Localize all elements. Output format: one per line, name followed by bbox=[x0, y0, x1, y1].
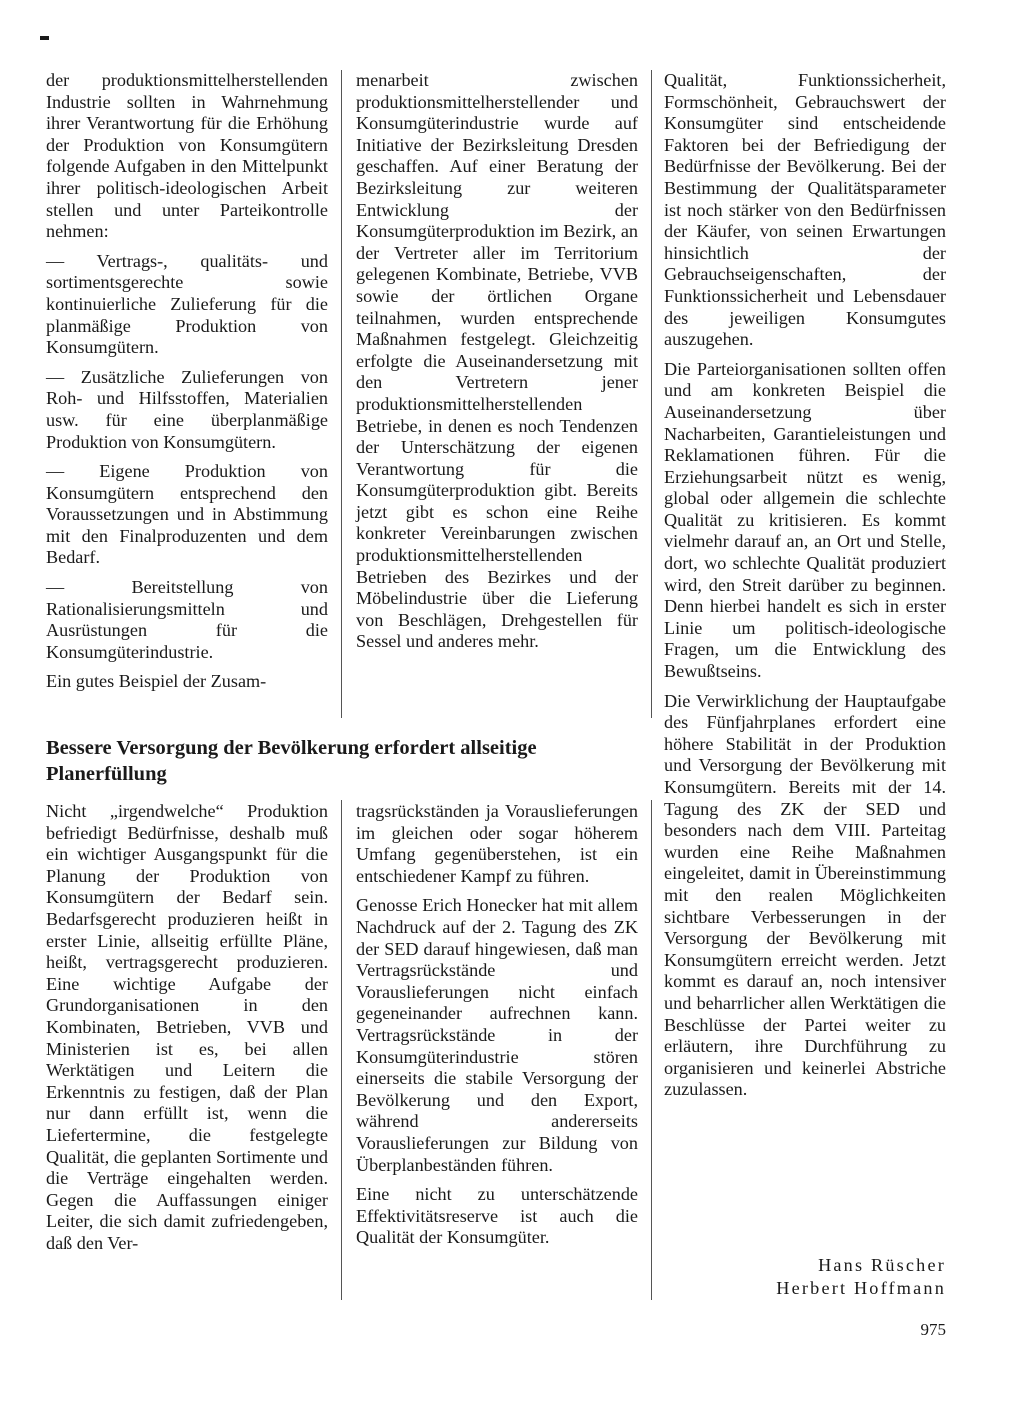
text-column-3 bbox=[664, 70, 946, 1101]
text-column-2 bbox=[356, 70, 638, 653]
author-name: Hans Rüscher bbox=[818, 1255, 946, 1275]
paragraph: der produktionsmittelherstellenden Industrie sollten in Wahrnehmung ihrer Verantwortung für die Erhöhung der Produktion von Konsumgütern folgende Aufgaben in den Mittelpunkt ihrer politisch-ideologischen Arbeit stellen und unter Parteikontrolle nehmen: bbox=[46, 70, 328, 242]
list-item: — Zusätzliche Zulieferungen von Roh- und Hilfsstoffen, Materialien usw. für eine überplanmäßige Produktion von Konsumgütern. bbox=[46, 366, 328, 452]
paragraph: Ein gutes Beispiel der Zusam- bbox=[46, 671, 267, 692]
column-divider bbox=[341, 70, 342, 718]
list-item: — Eigene Produktion von Konsumgütern entsprechend den Voraussetzungen und in Abstimmung mit den Finalproduzenten und dem Bedarf. bbox=[46, 461, 328, 568]
page-number: 975 bbox=[920, 1320, 946, 1339]
author-name: Herbert Hoffmann bbox=[776, 1278, 946, 1298]
column-divider bbox=[341, 800, 342, 1300]
column-divider bbox=[651, 800, 652, 1300]
list-item: — Bereitstellung von Rationalisierungsmitteln und Ausrüstungen für die Konsumgüterindustrie. bbox=[46, 577, 328, 662]
text-column-5 bbox=[356, 801, 638, 1249]
text-column-4 bbox=[46, 801, 328, 1254]
paragraph: Nicht „irgendwelche“ Produktion befriedigt Bedürfnisse, deshalb muß ein wichtiger Ausgangspunkt für die Planung der Produktion von Konsumgütern der Bedarf sein. Bedarfsgerecht produzieren heißt in erster Linie, allseitig erfüllte Pläne, heißt, vertragsgerecht produzieren. Eine wichtige Aufgabe der Grundorganisationen in den Kombinaten, Betrieben, VVB und Ministerien ist es, bei allen Werktätigen und Leitern die Erkenntnis zu festigen, daß der Plan nur dann erfüllt ist, wenn die Liefertermine, die festgelegte Qualität, die geplanten Sortimente und die Verträge eingehalten werden. Gegen die Auffassungen einiger Leiter, die sich damit zufriedengeben, daß den Ver- bbox=[46, 801, 328, 1253]
paragraph: Die Verwirklichung der Hauptaufgabe des Fünfjahrplanes erfordert eine höhere Stabilität in der Produktion und Versorgung der Bevölkerung mit Konsumgütern. Bereits mit der 14. Tagung des ZK der SED und besonders nach dem VIII. Parteitag wurden eine Reihe Maßnahmen eingeleitet, damit in Übereinstimmung mit den realen Möglichkeiten sichtbare Verbesserungen in der Versorgung der Bevölkerung mit Konsumgütern erreicht werden. Jetzt kommt es darauf an, noch intensiver und beharrlicher allen Werktätigen die Beschlüsse der Partei weiter zu erläutern, ihre Durchführung zu organisieren und keinerlei Abstriche zuzulassen. bbox=[664, 690, 946, 1100]
paragraph: Die Parteiorganisationen sollten offen und am konkreten Beispiel die Auseinandersetzung über Nacharbeiten, Garantieleistungen und Reklamationen führen. Für die Erziehungsarbeit nützt es wenig, global oder allgemein die schlechte Qualität zu kritisieren. Es kommt vielmehr darauf an, an Ort und Stelle, dort, wo schlechte Qualität produziert wird, den Streit darüber zu beginnen. Denn hierbei handelt es sich in erster Linie um politisch-ideologische Fragen, um die Entwicklung des Bewußtseins. bbox=[664, 358, 946, 682]
corner-mark bbox=[40, 36, 49, 40]
paragraph: tragsrückständen ja Vorauslieferungen im gleichen oder sogar höherem Umfang gegenüberstehen, ist ein entschiedener Kampf zu führen. bbox=[356, 801, 638, 886]
paragraph: Genosse Erich Honecker hat mit allem Nachdruck auf der 2. Tagung des ZK der SED darauf hingewiesen, daß man Vertragsrückstände und Vorauslieferungen nicht einfach gegeneinander aufrechnen kann. Vertragsrückstände in der Konsumgüterindustrie stören einerseits die stabile Versorgung der Bevölkerung und den Export, während andererseits Vorauslieferungen zur Bildung von Überplanbeständen führen. bbox=[356, 895, 638, 1175]
section-headline: Bessere Versorgung der Bevölkerung erfordert allseitige Planerfüllung bbox=[46, 737, 537, 785]
text-column-1 bbox=[46, 70, 328, 693]
list-item: — Vertrags-, qualitäts- und sortimentsgerechte sowie kontinuierliche Zulieferung für die planmäßige Produktion von Konsumgütern. bbox=[46, 250, 328, 358]
paragraph: Qualität, Funktionssicherheit, Formschönheit, Gebrauchswert der Konsumgüter sind entscheidende Faktoren bei der Befriedigung der Bedürfnisse der Bevölkerung. Bei der Bestimmung der Qualitätsparameter ist noch stärker von den Bedürfnissen der Käufer, von seinen Erwartungen hinsichtlich der Gebrauchseigenschaften, der Funktionssicherheit und Lebensdauer des jeweiligen Konsumgutes auszugehen. bbox=[664, 70, 946, 350]
paragraph: menarbeit zwischen produktionsmittelherstellender und Konsumgüterindustrie wurde auf Initiative der Bezirksleitung Dresden geschaffen. Auf einer Beratung der Bezirksleitung zur weiteren Entwicklung der Konsumgüterproduktion im Bezirk, an der Vertreter aller im Territorium gelegenen Kombinate, Betriebe, VVB sowie der örtlichen Organe teilnahmen, wurden entsprechende Maßnahmen festgelegt. Gleichzeitig erfolgte die Auseinandersetzung mit den Vertretern jener produktionsmittelherstellenden Betriebe, in denen es noch Tendenzen der Unterschätzung der eigenen Verantwortung für die Konsumgüterproduktion gibt. Bereits jetzt gibt es schon eine Reihe konkreter Vereinbarungen zwischen produktionsmittelherstellenden Betrieben des Bezirkes und der Möbelindustrie über die Lieferung von Beschlägen, Drehgestellen für Sessel und anderes mehr. bbox=[356, 70, 638, 652]
column-divider bbox=[651, 70, 652, 718]
paragraph: Eine nicht zu unterschätzende Effektivitätsreserve ist auch die Qualität der Konsumgüter. bbox=[356, 1184, 638, 1248]
